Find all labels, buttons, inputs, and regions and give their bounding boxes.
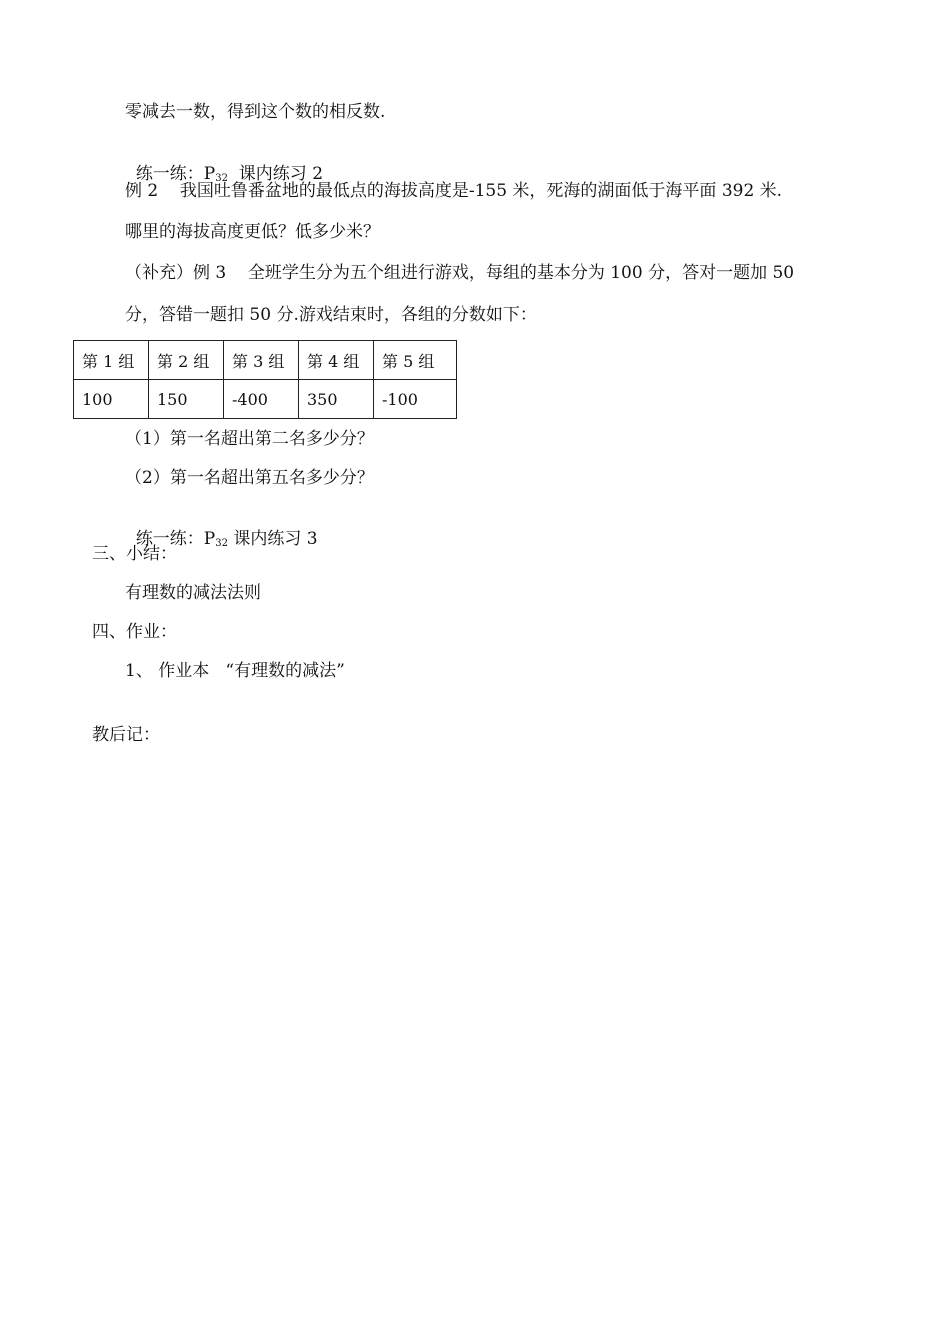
after-class-notes-label: 教后记： [92, 725, 160, 745]
table-header-cell: 第 2 组 [149, 341, 224, 380]
score-table [73, 340, 457, 419]
table-header-cell: 第 5 组 [374, 341, 457, 380]
table-header-cell: 第 3 组 [224, 341, 299, 380]
table-cell: -100 [374, 380, 457, 419]
table-header-cell: 第 1 组 [74, 341, 149, 380]
table-header-cell: 第 4 组 [299, 341, 374, 380]
page-subscript: 32 [215, 173, 228, 184]
table-cell: 150 [149, 380, 224, 419]
table-row [74, 380, 457, 419]
example-2-line-2: 哪里的海拔高度更低？低多少米？ [125, 222, 380, 242]
practice-label: 练一练：P [135, 529, 216, 549]
example-3-line-2: 分，答错一题扣 50 分.游戏结束时，各组的分数如下： [125, 305, 537, 325]
homework-item: 1、 作业本 “有理数的减法” [125, 661, 345, 681]
practice-ref: 课内练习 3 [228, 529, 318, 549]
section-summary-heading: 三、小结： [92, 544, 177, 564]
section-summary-body: 有理数的减法法则 [125, 583, 261, 603]
table-cell: 100 [74, 380, 149, 419]
practice-ref: 课内练习 2 [228, 164, 324, 184]
example-2-line-1: 例 2 我国吐鲁番盆地的最低点的海拔高度是-155 米，死海的湖面低于海平面 392 米. [125, 181, 783, 201]
section-homework-heading: 四、作业： [92, 622, 177, 642]
example-3-line-1: （补充）例 3 全班学生分为五个组进行游戏，每组的基本分为 100 分，答对一题加 50 [125, 263, 795, 283]
table-cell: -400 [224, 380, 299, 419]
practice-label: 练一练：P [135, 164, 216, 184]
question-2: （2）第一名超出第五名多少分？ [125, 468, 374, 488]
table-cell: 350 [299, 380, 374, 419]
question-1: （1）第一名超出第二名多少分？ [125, 429, 374, 449]
table-header-row [74, 341, 457, 380]
text-line-opposite-number: 零减去一数，得到这个数的相反数. [125, 102, 386, 122]
page-subscript: 32 [215, 538, 228, 549]
